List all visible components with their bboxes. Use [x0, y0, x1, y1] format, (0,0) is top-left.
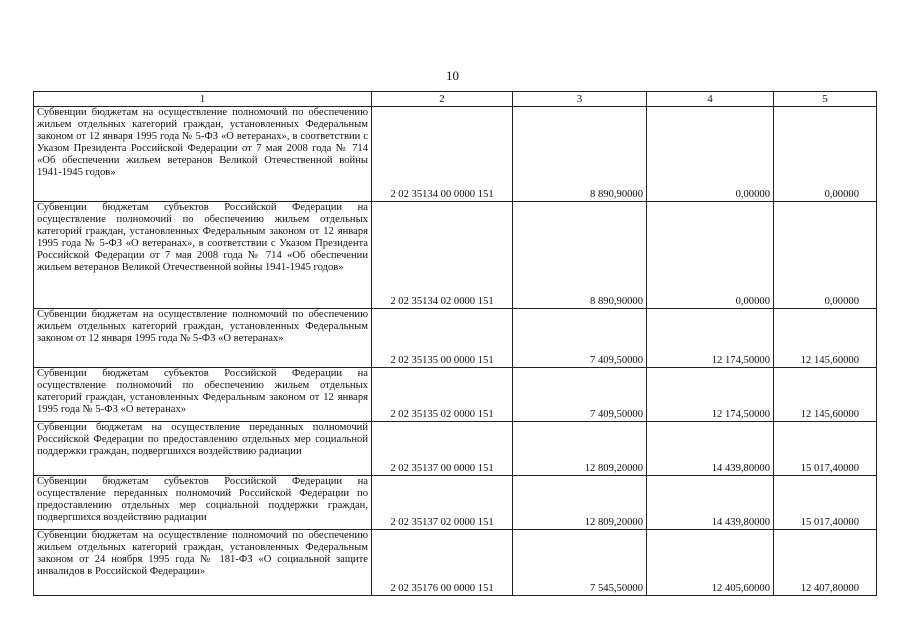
row-code: 2 02 35176 00 0000 151	[372, 530, 513, 596]
row-value-col5: 12 145,60000	[774, 309, 877, 368]
table-row	[34, 309, 877, 368]
column-header-5: 5	[774, 92, 877, 107]
row-value-col3: 8 890,90000	[513, 202, 647, 309]
row-value-col4: 12 174,50000	[647, 368, 774, 422]
row-value-col3: 12 809,20000	[513, 476, 647, 530]
row-value-col3: 8 890,90000	[513, 107, 647, 202]
column-header-1: 1	[34, 92, 372, 107]
row-description: Субвенции бюджетам субъектов Российской Федерации на осуществление полномочий по обеспечению жильем отдельных категорий граждан, установленных Федеральным законом от 12 января 1995 года № 5-ФЗ «О ветеранах», в соответствии с Указом Президента Российской Федерации от 7 мая 2008 года № 714 «Об обеспечении жильем ветеранов Великой Отечественной войны 1941-1945 годов»	[34, 202, 372, 309]
row-description: Субвенции бюджетам на осуществление полномочий по обеспечению жильем отдельных категорий граждан, установленных Федеральным законом от 12 января 1995 года № 5-ФЗ «О ветеранах», в соответствии с Указом Президента Российской Федерации от 7 мая 2008 года № 714 «Об обеспечении жильем ветеранов Великой Отечественной войны 1941-1945 годов»	[34, 107, 372, 202]
row-code: 2 02 35137 00 0000 151	[372, 422, 513, 476]
row-value-col5: 15 017,40000	[774, 476, 877, 530]
row-description: Субвенции бюджетам на осуществление переданных полномочий Российской Федерации по предоставлению отдельных мер социальной поддержки граждан, подвергшихся воздействию радиации	[34, 422, 372, 476]
row-code: 2 02 35137 02 0000 151	[372, 476, 513, 530]
budget-table	[33, 91, 877, 596]
row-code: 2 02 35135 00 0000 151	[372, 309, 513, 368]
row-value-col4: 0,00000	[647, 202, 774, 309]
table-row	[34, 530, 877, 596]
row-code: 2 02 35134 02 0000 151	[372, 202, 513, 309]
row-description: Субвенции бюджетам субъектов Российской Федерации на осуществление переданных полномочий Российской Федерации по предоставлению отдельных мер социальной поддержки граждан, подвергшихся воздействию радиации	[34, 476, 372, 530]
row-code: 2 02 35134 00 0000 151	[372, 107, 513, 202]
row-value-col3: 12 809,20000	[513, 422, 647, 476]
row-value-col4: 14 439,80000	[647, 476, 774, 530]
row-value-col4: 12 174,50000	[647, 309, 774, 368]
column-header-2: 2	[372, 92, 513, 107]
row-value-col5: 0,00000	[774, 107, 877, 202]
table-row	[34, 202, 877, 309]
row-value-col4: 0,00000	[647, 107, 774, 202]
row-value-col4: 14 439,80000	[647, 422, 774, 476]
row-description: Субвенции бюджетам на осуществление полномочий по обеспечению жильем отдельных категорий граждан, установленных Федеральным законом от 12 января 1995 года № 5-ФЗ «О ветеранах»	[34, 309, 372, 368]
row-value-col5: 15 017,40000	[774, 422, 877, 476]
table-row	[34, 368, 877, 422]
page-number: 10	[446, 68, 459, 83]
row-value-col3: 7 545,50000	[513, 530, 647, 596]
row-value-col3: 7 409,50000	[513, 309, 647, 368]
row-code: 2 02 35135 02 0000 151	[372, 368, 513, 422]
column-header-3: 3	[513, 92, 647, 107]
table-row	[34, 422, 877, 476]
row-value-col5: 12 145,60000	[774, 368, 877, 422]
column-header-4: 4	[647, 92, 774, 107]
row-value-col4: 12 405,60000	[647, 530, 774, 596]
row-description: Субвенции бюджетам на осуществление полномочий по обеспечению жильем отдельных категорий граждан, установленных Федеральным законом от 24 ноября 1995 года № 181-ФЗ «О социальной защите инвалидов в Российской Федерации»	[34, 530, 372, 596]
row-value-col5: 12 407,80000	[774, 530, 877, 596]
row-value-col5: 0,00000	[774, 202, 877, 309]
row-description: Субвенции бюджетам субъектов Российской Федерации на осуществление полномочий по обеспечению жильем отдельных категорий граждан, установленных Федеральным законом от 12 января 1995 года № 5-ФЗ «О ветеранах»	[34, 368, 372, 422]
table-row	[34, 107, 877, 202]
table-row	[34, 476, 877, 530]
table-header-row	[34, 92, 877, 107]
row-value-col3: 7 409,50000	[513, 368, 647, 422]
